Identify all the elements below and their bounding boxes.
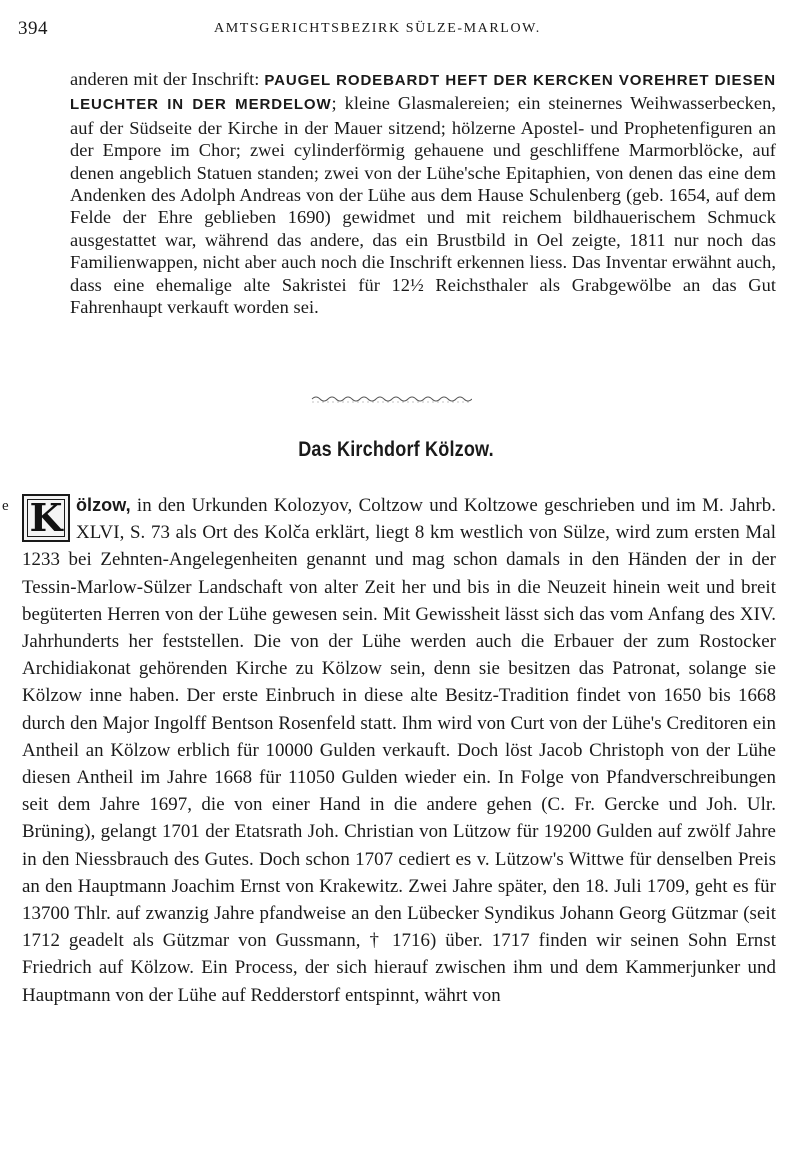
paragraph-text-before-inscription: anderen mit der Inschrift:: [70, 69, 265, 89]
section-body-text: in den Urkunden Kolozyov, Coltzow und Koltzowe geschrieben und im M. Jahrb. XLVI, S. 73 als Ort des Kolča erklärt, liegt 8 km westlich von Sülze, wird zum ersten Mal 1233 bei Zehnten-Angelegenheiten genannt und mag schon damals in den Händen der in der Tessin-Marlow-Sülzer Landschaft von alter Zeit her und bis in die Neuzeit hinein weit und breit begüterten Herren von der Lühe gewesen sein. Mit Gewissheit lässt sich das vom Anfang des XIV. Jahrhunderts her feststellen. Die von der Lühe werden auch die Erbauer der zum Rostocker Archidiakonat gehörenden Kirche zu Kölzow sein, denn sie besitzen das Patronat, solange sie Kölzow inne haben. Der erste Einbruch in diese alte Besitz-Tradition findet von 1650 bis 1668 durch den Major Ingolff Bentson Rosenfeld statt. Ihm wird von Curt von der Lühe's Creditoren ein Antheil an Kölzow erblich für 10000 Gulden verkauft. Doch löst Jacob Christoph von der Lühe diesen Antheil im Jahre 1668 für 11050 Gulden wieder ein. In Folge von Pfandverschreibungen seit dem Jahre 1697, die von einer Hand in die andere gehen (C. Fr. Gercke und Joh. Ulr. Brüning), gelangt 1701 der Etatsrath Joh. Christian von Lützow für 19200 Gulden auf zwölf Jahre in den Niessbrauch des Gutes. Doch schon 1707 cediert es v. Lützow's Wittwe für denselben Preis an den Hauptmann Joachim Ernst von Krakewitz. Zwei Jahre später, den 18. Juli 1709, geht es für 13700 Thlr. auf zwanzig Jahre pfandweise an den Lübecker Syndikus Johann Georg Gützmar (seit 1712 geadelt als Gützmar von Gussmann, † 1716) über. 1717 finden wir seinen Sohn Ernst Friedrich auf Kölzow. Ein Process, der sich hierauf zwischen ihm und dem Kammerjunker und Hauptmann von der Lühe auf Redderstorf entspinnt, währt von: [22, 495, 776, 1006]
divider-ornament: [310, 392, 472, 406]
section-body-paragraph: [22, 492, 776, 1009]
margin-mark: e: [2, 498, 9, 514]
section-title: Das Kirchdorf Kölzow.: [298, 438, 494, 461]
page-number: 394: [18, 18, 48, 39]
running-head: AMTSGERICHTSBEZIRK SÜLZE-MARLOW.: [214, 21, 541, 36]
initial-letter: K: [29, 495, 63, 540]
paragraph-text-after-inscription: ; kleine Glasmalereien; ein steinernes Weihwasserbecken, auf der Südseite der Kirche in der Mauer sitzend; hölzerne Apostel- und Prophetenfiguren an der Empore im Chor; zwei cylinderförmig gehauene und geschliffene Marmorblöcke, auf denen angeblich Statuen standen; zwei von der Lühe'sche Epitaphien, von denen das eine dem Andenken des Adolph Andreas von der Lühe aus dem Hause Schulenberg (geb. 1654, auf dem Felde der Ehre geblieben 1690) gewidmet und mit reichem bildhauerischem Schmuck ausgestattet war, während das andere, das ein Brustbild in Oel zeigte, 1811 nur noch das Familienwappen, nicht aber auch noch die Inschrift erkennen liess. Das Inventar erwähnt auch, dass eine ehemalige alte Sakristei für 12½ Reichsthaler als Grabgewölbe an das Gut Fahrenhaupt verkauft worden sei.: [70, 93, 776, 318]
continuation-paragraph: [70, 68, 776, 318]
decorated-initial: [22, 494, 70, 542]
lead-place-name: ölzow,: [76, 495, 131, 515]
inscription-text: PAUGEL RODEBARDT HEFT DER KERCKEN VOREHRET DIESEN LEUCHTER IN DER MERDELOW: [70, 72, 776, 114]
page-header: [14, 18, 778, 44]
